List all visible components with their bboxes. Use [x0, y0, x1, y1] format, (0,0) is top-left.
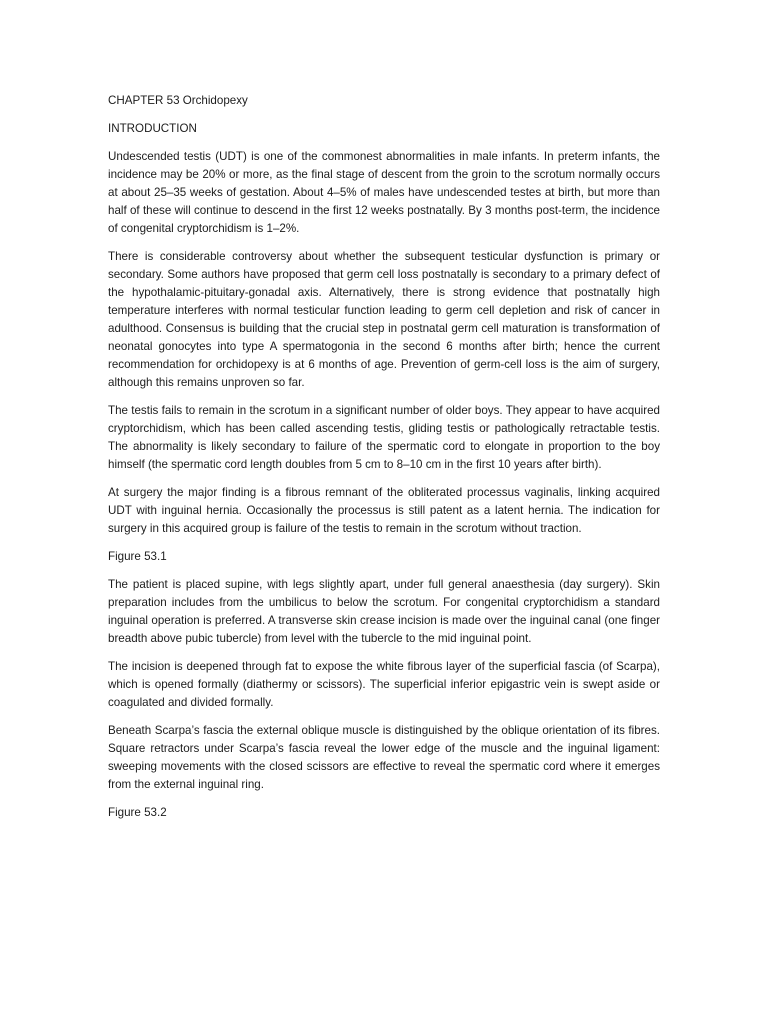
figure-label: Figure 53.2	[108, 806, 167, 819]
paragraph: The testis fails to remain in the scrotum in a significant number of older boys. They appear to have acquired cryptorchidism, which has been called ascending testis, gliding testis or pathologically retractable testis. The abnormality is likely secondary to failure of the spermatic cord to elongate in proportion to the boy himself (the spermatic cord length doubles from 5 cm to 8–10 cm in the first 10 years after birth).	[108, 404, 660, 471]
chapter-title: CHAPTER 53 Orchidopexy	[108, 94, 248, 107]
paragraph: Beneath Scarpa’s fascia the external oblique muscle is distinguished by the oblique orientation of its fibres. Square retractors under Scarpa’s fascia reveal the lower edge of the muscle and the inguinal ligament: sweeping movements with the closed scissors are effective to reveal the spermatic cord where it emerges from the external inguinal ring.	[108, 724, 660, 791]
section-heading: INTRODUCTION	[108, 122, 197, 135]
paragraph: There is considerable controversy about whether the subsequent testicular dysfunction is primary or secondary. Some authors have proposed that germ cell loss postnatally is secondary to a primary defect of the hypothalamic-pituitary-gonadal axis. Alternatively, there is strong evidence that postnatally high temperature interferes with normal testicular function leading to germ cell depletion and risk of cancer in adulthood. Consensus is building that the crucial step in postnatal germ cell maturation is transformation of neonatal gonocytes into type A spermatogonia in the second 6 months after birth; hence the current recommendation for orchidopexy is at 6 months of age. Prevention of germ-cell loss is the aim of surgery, although this remains unproven so far.	[108, 250, 660, 389]
document-body	[108, 92, 660, 832]
paragraph: The incision is deepened through fat to expose the white fibrous layer of the superficial fascia (of Scarpa), which is opened formally (diathermy or scissors). The superficial inferior epigastric vein is swept aside or coagulated and divided formally.	[108, 660, 660, 709]
figure-label: Figure 53.1	[108, 550, 167, 563]
paragraph: At surgery the major finding is a fibrous remnant of the obliterated processus vaginalis, linking acquired UDT with inguinal hernia. Occasionally the processus is still patent as a latent hernia. The indication for surgery in this acquired group is failure of the testis to remain in the scrotum without traction.	[108, 486, 660, 535]
paragraph: The patient is placed supine, with legs slightly apart, under full general anaesthesia (day surgery). Skin preparation includes from the umbilicus to below the scrotum. For congenital cryptorchidism a standard inguinal operation is preferred. A transverse skin crease incision is made over the inguinal canal (one finger breadth above pubic tubercle) from level with the tubercle to the mid inguinal point.	[108, 578, 660, 645]
paragraph: Undescended testis (UDT) is one of the commonest abnormalities in male infants. In preterm infants, the incidence may be 20% or more, as the final stage of descent from the groin to the scrotum normally occurs at about 25–35 weeks of gestation. About 4–5% of males have undescended testes at birth, but more than half of these will continue to descend in the first 12 weeks postnatally. By 3 months post-term, the incidence of congenital cryptorchidism is 1–2%.	[108, 150, 660, 235]
